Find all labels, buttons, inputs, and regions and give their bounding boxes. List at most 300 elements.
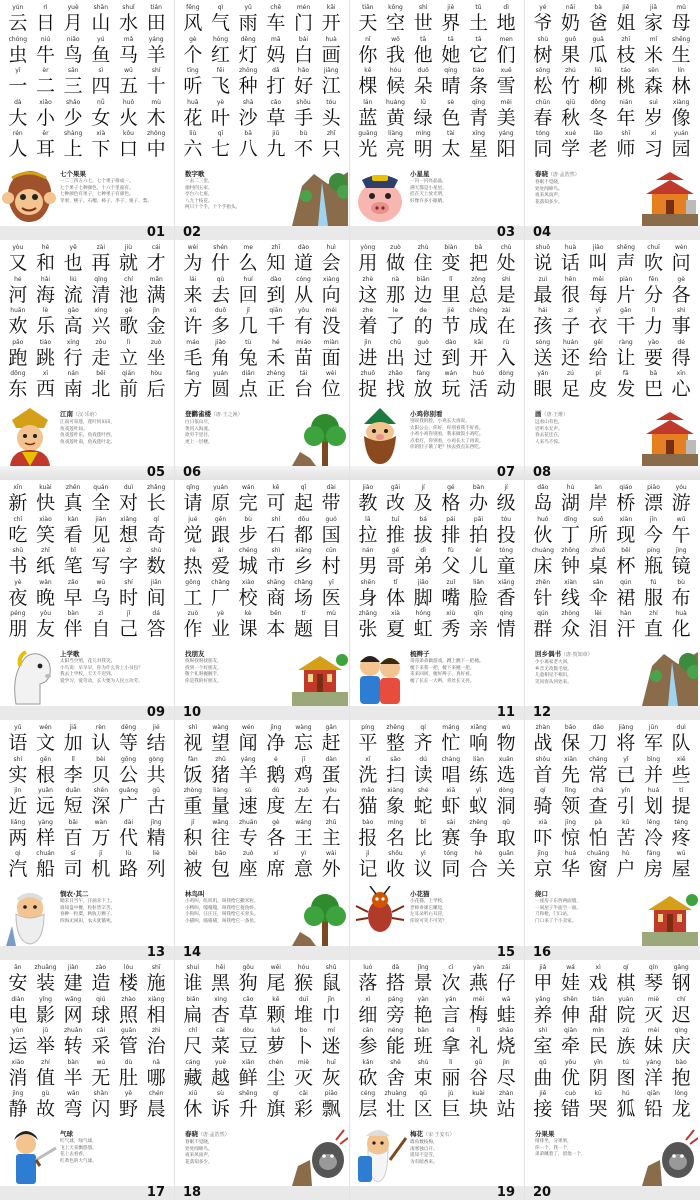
flashcard-07 [350,240,525,480]
pinyin-label: yī [15,67,21,75]
character-cell [115,756,143,788]
pinyin-label: dào [297,244,310,251]
poem-title-text: 小花猫 [410,890,430,898]
character-cell [87,99,115,131]
pinyin-label: hòu [150,370,162,378]
character-cell [584,244,612,276]
hanzi-character: 入 [496,346,516,369]
pinyin-label: bù [677,578,685,586]
pinyin-label: chuáng [531,547,554,555]
hanzi-character: 送 [533,346,553,369]
pinyin-label: bái [298,35,309,43]
pinyin-label: zhōng [561,547,580,555]
character-cell [115,819,143,851]
pinyin-label: shí [151,67,161,75]
hanzi-character: 国 [321,523,341,546]
character-cell [584,339,612,371]
pinyin-label: kǔ [622,818,630,826]
character-cell [262,787,290,819]
hanzi-character: 座 [238,858,258,881]
pinyin-label: yòng [360,244,376,251]
pinyin-label: hé [272,338,280,346]
hanzi-character: 到 [441,346,461,369]
pinyin-label: tóng [499,547,513,555]
hanzi-character: 青 [468,106,488,129]
character-cell [382,36,410,68]
character-cell [290,547,318,579]
pinyin-label: lěng [647,818,660,826]
character-cell [234,516,262,548]
pinyin-label: xuě [500,67,512,75]
character-cell [557,484,585,516]
hanzi-character: 能 [385,1035,405,1058]
character-cell [4,244,32,276]
pinyin-label: duì [676,724,686,731]
character-cell [59,276,87,308]
character-cell [87,484,115,516]
hanzi-character: 广 [118,795,138,818]
hanzi-character: 己 [118,618,138,641]
hanzi-character: 让 [616,346,636,369]
pinyin-label: gǎi [390,484,401,491]
hanzi-character: 岁 [643,106,663,129]
character-cell [290,724,318,756]
hanzi-character: 欢 [8,315,28,338]
pinyin-label: le [392,307,399,315]
pinyin-label: mā [271,35,281,43]
character-cell [59,819,87,851]
hanzi-character: 颗 [266,1003,286,1026]
hanzi-character: 望 [210,732,230,754]
character-cell [317,36,345,68]
poem-title-text: 七个果果 [60,170,86,178]
poem-line: 墙角数枝梅， [410,1140,438,1145]
hanzi-character: 向 [321,283,341,306]
hanzi-character: 响 [468,732,488,754]
hanzi-character: 满 [146,283,166,306]
pinyin-label: bàn [67,610,79,618]
hanzi-character: 现 [616,523,636,546]
character-cell [207,67,235,99]
character-cell [529,1090,557,1122]
hanzi-character: 树 [533,43,553,66]
hanzi-character: 目 [321,618,341,641]
character-cell [409,996,437,1028]
hanzi-character: 风 [183,12,203,34]
hanzi-character: 许 [183,315,203,338]
hanzi-character: 众 [560,618,580,641]
pinyin-label: rén [12,130,23,138]
hanzi-character: 夏 [385,618,405,641]
hanzi-character: 清 [91,283,111,306]
character-cell [437,787,465,819]
character-cell [115,130,143,162]
character-cell [557,516,585,548]
character-cell [557,307,585,339]
pinyin-label: shēng [616,244,635,251]
character-cell [207,850,235,882]
poem-text [535,410,631,466]
hanzi-character: 同 [441,858,461,881]
pinyin-label: qí [153,515,159,523]
poem-text [535,890,631,946]
pig-illustration [352,166,408,226]
poem-title-text: 梳辫子 [410,650,430,658]
pinyin-label: miè [297,1058,310,1066]
hanzi-character: 苗 [293,346,313,369]
hanzi-character: 兔 [238,346,258,369]
pinyin-label: jiāng [323,67,339,75]
pinyin-label: miè [647,995,660,1003]
character-cell [32,756,60,788]
hanzi-character: 木 [146,106,166,129]
hanzi-character: 回 [238,283,258,306]
pinyin-label: yè [14,578,22,586]
character-cell [115,610,143,642]
character-cell [409,850,437,882]
character-cell [262,244,290,276]
character-cell [492,99,520,131]
poem-panel [525,1124,700,1200]
pinyin-label: mù [151,98,161,106]
poem-author: （汉·乐府） [73,412,100,418]
hanzi-character: 灭 [293,1066,313,1089]
pinyin-label: fāng [186,370,200,378]
pinyin-label: luò [363,964,373,971]
pinyin-label: kuài [39,484,52,491]
pinyin-label: zhǎng [147,484,166,491]
hanzi-character: 生 [671,43,691,66]
pinyin-label: jiā [69,724,77,731]
poem-line: 处处闻啼鸟。 [535,186,563,192]
character-cell [492,756,520,788]
pinyin-label: shū [12,547,24,555]
character-cell [262,276,290,308]
character-cell [640,244,668,276]
hanzi-character: 赛 [441,826,461,849]
pinyin-label: sī [70,850,76,858]
poem-line: 鱼戏莲叶间。 [60,426,88,432]
flashcard-13 [0,720,175,960]
character-grid [4,964,170,1122]
character-cell [382,484,410,516]
hanzi-character: 医 [321,586,341,609]
pinyin-label: dài [326,484,336,491]
poem-text [410,890,506,946]
character-cell [354,610,382,642]
pinyin-label: bā [649,370,658,378]
pinyin-label: duǎn [65,787,81,795]
character-cell [234,964,262,996]
pinyin-label: jí [504,484,508,491]
character-cell [4,370,32,402]
hanzi-character: 手 [293,106,313,129]
character-cell [87,307,115,339]
hanzi-character: 眼 [533,378,553,401]
pinyin-label: xiàng [672,98,690,106]
hanzi-character: 位 [321,378,341,401]
character-cell [584,370,612,402]
hanzi-character: 门 [293,12,313,34]
poem-author: （唐·贺知章） [561,652,593,658]
hanzi-character: 厂 [210,586,230,609]
pinyin-label: bǐ [420,818,426,826]
character-cell [492,850,520,882]
hanzi-character: 它 [468,43,488,66]
character-cell [59,579,87,611]
pinyin-label: wèi [326,370,337,378]
hanzi-character: 落 [358,972,378,994]
hanzi-character: 短 [63,795,83,818]
pinyin-label: cháng [588,755,608,763]
pinyin-label: fàn [188,755,198,763]
character-cell [354,1059,382,1091]
character-cell [584,850,612,882]
character-cell [4,339,32,371]
poem-line: 乡音无改鬓毛衰。 [535,666,572,672]
pinyin-label: chuī [647,244,660,251]
palace-illustration [642,166,698,226]
hanzi-character: 收 [385,858,405,881]
bugs-illustration [352,886,408,946]
hanzi-character: 保 [560,732,580,754]
character-cell [87,4,115,36]
character-cell [612,787,640,819]
pinyin-label: xiàn [619,515,633,523]
character-cell [4,850,32,882]
poem-text [185,1130,281,1186]
poem-panel [350,164,525,240]
pinyin-label: jiàng [618,724,634,731]
hanzi-character: 化 [671,618,691,641]
character-cell [382,756,410,788]
pinyin-label: lù [125,850,132,858]
number-band [175,226,350,240]
character-cell [529,307,557,339]
warrior-illustration [2,1126,58,1186]
pinyin-label: sēn [648,67,659,75]
pinyin-label: zhè [362,275,374,283]
poem-panel [350,644,525,720]
character-cell [179,370,207,402]
hanzi-character: 改 [385,492,405,514]
character-cell [59,99,87,131]
character-cell [87,276,115,308]
character-cell [142,276,170,308]
pinyin-label: dì [420,547,426,555]
character-cell [354,99,382,131]
character-cell [234,850,262,882]
poem-line: 好像许多小眼睛。 [410,198,447,204]
number-band [525,946,700,960]
pinyin-label: yuè [67,4,79,11]
character-cell [354,484,382,516]
pinyin-label: dǎ [272,67,280,75]
character-cell [612,610,640,642]
character-cell [584,756,612,788]
pinyin-label: méi [472,995,485,1003]
hanzi-character: 影 [35,1003,55,1026]
character-cell [640,307,668,339]
pinyin-label: shāo [499,1027,514,1035]
hanzi-character: 着 [358,315,378,338]
pinyin-label: jìn [364,338,372,346]
hanzi-character: 积 [183,826,203,849]
pinyin-label: chéng [238,547,258,555]
character-cell [142,370,170,402]
hanzi-character: 飘 [321,1098,341,1121]
character-grid [529,4,695,162]
hanzi-character: 节 [441,315,461,338]
hanzi-character: 步 [238,523,258,546]
character-cell [142,996,170,1028]
character-cell [492,307,520,339]
poem-title-text: 上学歌 [60,650,80,658]
poem-line: 笑问客从何处来。 [535,679,572,685]
pinyin-label: dòng [498,370,514,378]
pinyin-label: yào [648,338,659,346]
hanzi-character: 明 [413,138,433,161]
character-cell [492,67,520,99]
character-cell [584,4,612,36]
hanzi-character: 觉 [183,523,203,546]
hanzi-character: 多 [210,315,230,338]
pinyin-label: jiàn [67,964,79,971]
character-cell [492,516,520,548]
pinyin-label: qián [122,370,135,378]
hanzi-character: 为 [183,252,203,274]
pinyin-label: guò [417,338,429,346]
hanzi-character: 才 [146,252,166,274]
hanzi-character: 治 [146,1035,166,1058]
hanzi-character: 晨 [146,1098,166,1121]
poem-line: 满天都是小星星。 [410,185,447,191]
hanzi-character: 合 [468,858,488,881]
character-cell [59,724,87,756]
hanzi-character: 疼 [671,826,691,849]
pinyin-label: jǐng [417,964,429,971]
pinyin-label: xiàng [322,275,340,283]
pinyin-label: tù [245,338,252,346]
hanzi-character: 样 [35,826,55,849]
hanzi-character: 方 [183,378,203,401]
pinyin-label: wǎng [65,995,82,1003]
poem-author: （宋·王安石） [423,1132,455,1138]
character-cell [179,99,207,131]
pinyin-label: jiǎo [215,338,226,346]
hanzi-character: 鲜 [238,1066,258,1089]
pinyin-label: qí [623,964,629,971]
hanzi-character: 妈 [266,43,286,66]
character-cell [59,547,87,579]
hanzi-character: 戏 [588,972,608,994]
pinyin-label: fù [447,547,454,555]
character-cell [667,547,695,579]
poem-title [410,890,506,899]
poem-line: 飞上天来飘悠悠。 [60,1145,97,1151]
pinyin-label: dé [677,338,685,346]
character-cell [409,276,437,308]
hanzi-character: 猫 [358,795,378,818]
character-cell [612,1027,640,1059]
poem-line: 找呀找呀找朋友， [185,659,222,664]
character-cell [529,547,557,579]
poem-title-text: 画 [535,410,542,418]
pinyin-label: kāi [326,4,336,11]
hanzi-character: 语 [8,732,28,754]
hanzi-character: 捉 [358,378,378,401]
poem-title-text: 悯农·其二 [60,890,89,898]
hanzi-character: 一 [8,75,28,98]
poem-line: 江南可采莲，莲叶何田田， [60,420,116,425]
pinyin-label: qín [648,964,659,971]
pinyin-label: lì [126,338,131,346]
poem-line: 春眠不觉晓， [185,1140,213,1145]
pinyin-label: péng [10,610,26,618]
sage-illustration [2,886,58,946]
character-cell [529,99,557,131]
hanzi-character: 十 [146,75,166,98]
character-cell [207,307,235,339]
hanzi-character: 象 [385,795,405,818]
pinyin-label: chén [148,1090,164,1098]
pinyin-label: wén [39,724,52,731]
character-cell [584,547,612,579]
hanzi-character: 猪 [210,763,230,786]
hanzi-character: 面 [321,346,341,369]
character-cell [529,244,557,276]
pinyin-label: tuī [391,515,400,523]
pinyin-label: yàn [417,995,429,1003]
pinyin-label: yě [69,244,77,251]
character-cell [492,130,520,162]
hanzi-character: 下 [91,138,111,161]
pinyin-label: chén [268,1058,284,1066]
hanzi-character: 里 [441,283,461,306]
hanzi-character: 学 [560,138,580,161]
pinyin-label: qún [620,578,632,586]
hanzi-character: 体 [385,586,405,609]
pinyin-label: tā [420,35,427,43]
hanzi-character: 请 [183,492,203,514]
pinyin-label: mén [296,4,311,11]
character-cell [317,819,345,851]
hanzi-character: 林 [671,75,691,98]
hanzi-character: 很 [560,283,580,306]
hanzi-character: 自 [91,618,111,641]
character-cell [584,1059,612,1091]
hanzi-character: 阴 [588,1066,608,1089]
pinyin-label: huáng [386,98,405,106]
character-cell [437,724,465,756]
pinyin-label: sǎn [592,578,604,586]
hanzi-character: 灯 [238,43,258,66]
hanzi-character: 故 [35,1098,55,1121]
poem-line: 梳了长长一大辫，青丝长又亮。 [410,678,475,684]
poem-author: （唐·王之涣） [211,412,243,418]
pinyin-label: zǒng [471,275,486,283]
pinyin-label: lǐng [565,787,576,795]
character-cell [529,996,557,1028]
hanzi-character: 教 [358,492,378,514]
character-cell [115,339,143,371]
pinyin-label: miáo [296,338,311,346]
character-cell [492,1027,520,1059]
poem-panel [175,164,350,240]
character-cell [234,130,262,162]
pinyin-label: jiě [622,4,630,11]
poem-title-text: 小星星 [410,170,430,178]
